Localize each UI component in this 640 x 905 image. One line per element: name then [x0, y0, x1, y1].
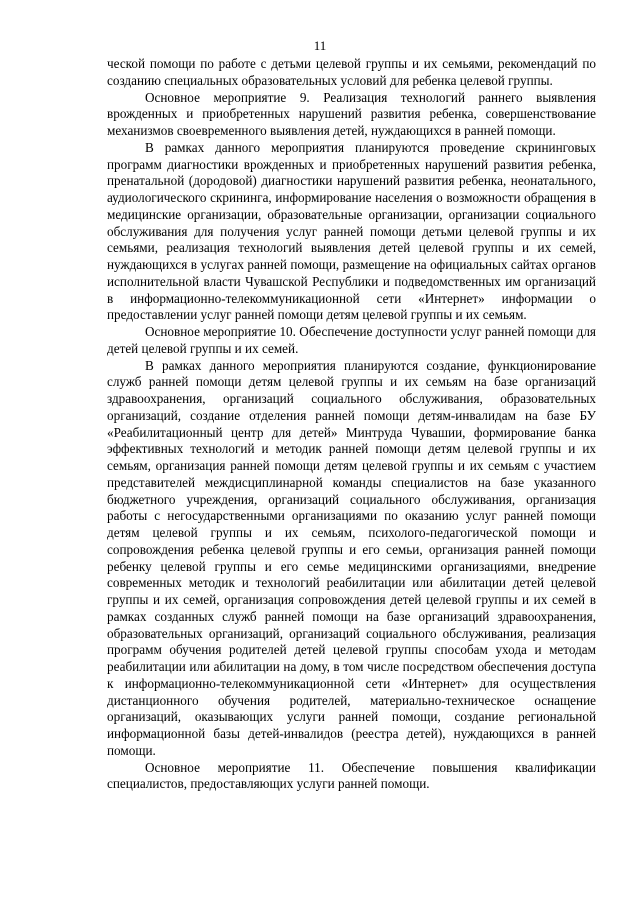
- paragraph-measure-9: Основное мероприятие 9. Реализация технологий раннего выявления врожденных и приобретенных нарушений развития ребенка, совершенствование механизмов своевременного выявления детей, нуждающихся в ранней помощи.: [107, 89, 596, 138]
- paragraph-measure-9-details: В рамках данного мероприятия планируются проведение скрининговых программ диагностики врожденных и приобретенных нарушений развития ребенка, пренатальной (дородовой) диагностики нарушений развития ребенка, неонатального, аудиологического скрининга, информирование населения о возможности обращения в медицинские организации, образовательные организации, организации социального обслуживания для получения услуг ранней помощи детьми целевой группы и их семьями, реализация технологий выявления детей целевой группы и их семей, нуждающихся в услугах ранней помощи, размещение на официальных сайтах органов исполнительной власти Чувашской Республики и подведомственных им организаций в информационно-телекоммуникационной сети «Интернет» информации о предоставлении услуг ранней помощи детям целевой группы и их семьям.: [107, 139, 596, 323]
- document-body: [107, 56, 596, 793]
- paragraph-measure-10-details: В рамках данного мероприятия планируются создание, функционирование служб ранней помощи детям целевой группы и их семьям на базе организаций здравоохранения, организаций социального обслуживания, образовательных организаций, создание отделения ранней помощи детям-инвалидам на базе БУ «Реабилитационный центр для детей» Минтруда Чувашии, формирование банка эффективных технологий и методик ранней помощи детям целевой группы и их семьям, организация ранней помощи детям целевой группы и их семьям с участием представителей междисциплинарной команды специалистов на базе указанного бюджетного учреждения, организаций социального обслуживания, организация работы с негосударственными организациями по оказанию услуг ранней помощи детям целевой группы и их семьям, психолого-педагогической помощи и сопровождения ребенка целевой группы и его семьи, организация ранней помощи ребенку целевой группы и его семье медицинскими организациями, внедрение современных методик и технологий реабилитации или абилитации детей целевой группы и их семей, организация сопровождения детей целевой группы и их семей в рамках созданных служб ранней помощи на базе организаций здравоохранения, образовательных организаций, организаций социального обслуживания, реализация программ обучения родителей детей целевой группы способам ухода и методам реабилитации или абилитации на дому, в том числе посредством обеспечения доступа к информационно-телекоммуникационной сети «Интернет» для осуществления дистанционного обучения родителей, материально-техническое оснащение организаций, оказывающих услуги ранней помощи, создание региональной информационной базы детей-инвалидов (реестра детей), нуждающихся в ранней помощи.: [107, 357, 596, 758]
- paragraph-measure-10: Основное мероприятие 10. Обеспечение доступности услуг ранней помощи для детей целевой группы и их семей.: [107, 324, 596, 356]
- page-number: 11: [313, 38, 327, 53]
- paragraph-measure-11: Основное мероприятие 11. Обеспечение повышения квалификации специалистов, предоставляющих услуги ранней помощи.: [107, 759, 596, 792]
- paragraph-continuation: ческой помощи по работе с детьми целевой группы и их семьями, рекомендаций по созданию специальных образовательных условий для ребенка целевой группы.: [107, 56, 596, 88]
